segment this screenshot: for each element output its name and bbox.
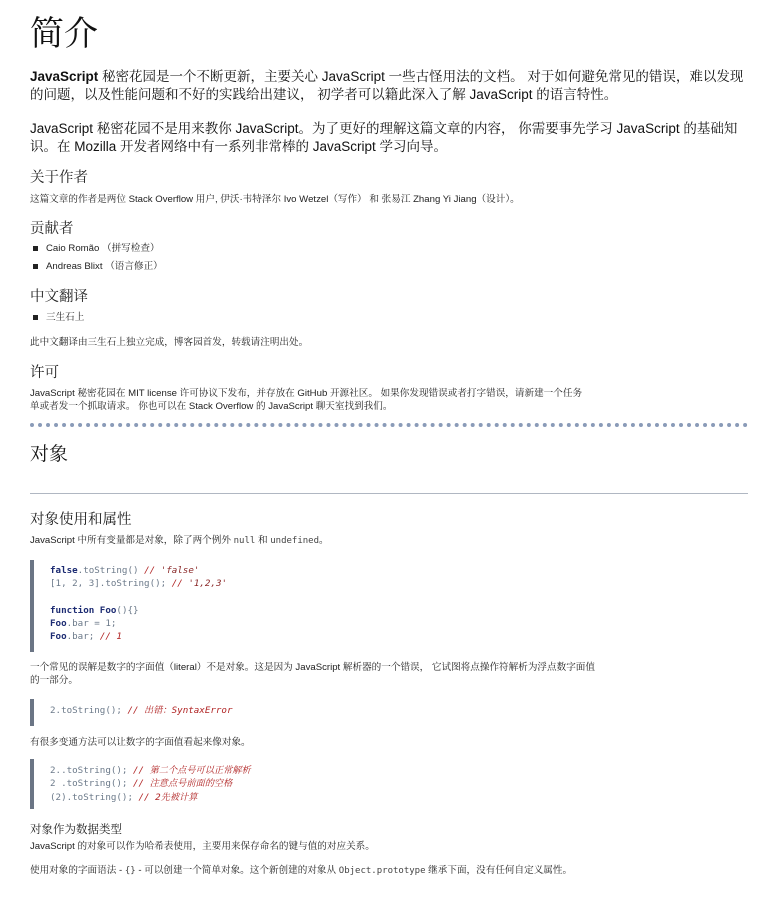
datatype-text: - 可以创建一个简单对象。这个新创建的对象从: [135, 865, 339, 876]
code-token: Foo: [50, 617, 67, 629]
code-token: 2 .toString();: [50, 778, 133, 790]
code-line: [50, 564, 227, 577]
code-comment: SyntaxError: [171, 705, 233, 716]
chapter-rule: [30, 493, 748, 494]
code-line: [50, 704, 232, 717]
code-inline: {}: [124, 866, 136, 876]
code-inline: Object.prototype: [338, 866, 426, 876]
code-line: [50, 577, 227, 590]
datatype-paragraph-1: JavaScript 的对象可以作为哈希表使用，主要用来保存命名的键与值的对应关系。: [30, 841, 375, 852]
intro-p1-text: 秘密花园是一个不断更新，主要关心 JavaScript 一些古怪用法的文档。 对于如何避免常见的错误，难以发现的问题，以及性能问题和不好的实践给出建议， 初学者可以籍此深入了解 JavaScript 的语言特性。: [30, 69, 744, 102]
code-comment: // 注意点号前面的空格: [132, 778, 233, 790]
code-block-error: [30, 699, 232, 726]
code-comment: // 2先被计算: [138, 791, 198, 803]
code-line: [50, 617, 227, 630]
code-token: (){}: [116, 604, 139, 616]
code-token: [1, 2, 3].toString();: [50, 578, 172, 590]
license-heading: 许可: [30, 365, 59, 381]
code-token: Foo: [50, 631, 67, 643]
code-comment: //: [144, 565, 161, 576]
code-comment: // 第二个点号可以正常解析: [132, 765, 251, 776]
translation-heading: 中文翻译: [30, 289, 88, 305]
code-token: 2..toString();: [50, 765, 133, 776]
intro-paragraph-1: [30, 68, 748, 104]
code-line: [50, 764, 251, 777]
code-token: .toString(): [77, 565, 145, 576]
workaround-paragraph: 有很多变通方法可以让数字的字面值看起来像对象。: [30, 737, 251, 748]
code-blank-line: [50, 591, 227, 604]
code-token: .bar = 1;: [66, 617, 117, 629]
code-comment: //: [171, 578, 189, 590]
code-block-tostring: [30, 560, 227, 652]
datatype-paragraph-2: [30, 864, 600, 878]
contributors-heading: 贡献者: [30, 221, 74, 237]
code-line: [50, 630, 227, 643]
usage-heading: 对象使用和属性: [30, 512, 132, 528]
intro-paragraph-2: JavaScript 秘密花园不是用来教你 JavaScript。为了更好的理解这篇文章的内容， 你需要事先学习 JavaScript 的基础知识。在 Mozilla 开发者网络中有一系列非常棒的 JavaScript 学习向导。: [30, 121, 738, 154]
section-divider-dotted: [30, 423, 748, 427]
code-undefined: undefined: [270, 536, 320, 546]
usage-intro-and: 和: [255, 535, 271, 546]
list-item: 三生石上: [30, 309, 84, 327]
list-item: Andreas Blixt （语言修正）: [30, 258, 163, 276]
code-token: Foo: [94, 604, 117, 616]
code-token: (2).toString();: [50, 791, 139, 803]
code-block-workarounds: [30, 759, 251, 809]
usage-intro-text: JavaScript 中所有变量都是对象，除了两个例外: [30, 535, 234, 546]
about-heading: 关于作者: [30, 170, 88, 186]
code-line: [50, 604, 227, 617]
datatype-text: 使用对象的字面语法 -: [30, 865, 125, 876]
literal-paragraph: 一个常见的误解是数字的字面值（literal）不是对象。这是因为 JavaScript 解析器的一个错误， 它试图将点操作符解析为浮点数字面值的一部分。: [30, 662, 595, 686]
list-item: Caio Romão （拼写检查）: [30, 240, 163, 258]
translation-note: 此中文翻译由三生石上独立完成，博客园首发，转载请注明出处。: [30, 337, 309, 348]
code-string: 'false': [160, 565, 200, 576]
code-token: false: [50, 565, 78, 576]
code-token: 2.toString();: [50, 705, 128, 716]
code-keyword: function: [50, 604, 95, 616]
code-token: .bar;: [66, 631, 100, 643]
datatype-heading: 对象作为数据类型: [30, 822, 122, 836]
intro-lead-bold: JavaScript: [30, 69, 99, 84]
code-comment: // 出错：: [127, 705, 172, 716]
about-text: 这篇文章的作者是两位 Stack Overflow 用户, 伊沃·韦特泽尔 Ivo Wetzel（写作） 和 张易江 Zhang Yi Jiang（设计）。: [30, 194, 520, 205]
contributors-list: [30, 240, 163, 276]
license-text: JavaScript 秘密花园在 MIT license 许可协议下发布，并存放在 GitHub 开源社区。 如果你发现错误或者打字错误，请新建一个任务单或者发一个抓取请求。 你也可以在 Stack Overflow 的 JavaScript 聊天室找到我们。: [30, 388, 583, 412]
chapter-title: 对象: [30, 443, 69, 465]
page-title: 简介: [30, 14, 98, 54]
datatype-text: 继承下面，没有任何自定义属性。: [425, 865, 573, 876]
code-comment: // 1: [99, 631, 122, 643]
code-string: '1,2,3': [188, 578, 228, 590]
usage-intro: [30, 534, 748, 548]
code-line: [50, 791, 251, 804]
usage-intro-end: 。: [319, 535, 329, 546]
code-null: null: [233, 536, 256, 546]
translation-list: [30, 309, 84, 327]
code-line: [50, 777, 251, 790]
